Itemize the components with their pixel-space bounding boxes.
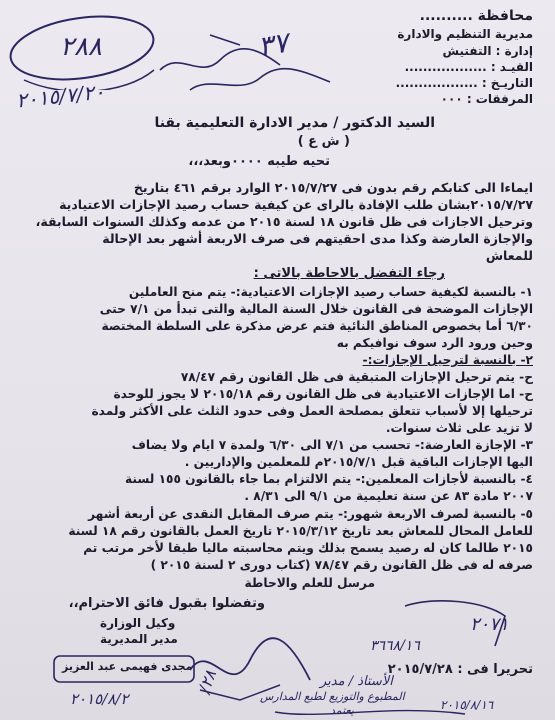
handwritten-scribbles (150, 20, 350, 100)
item-line-15: للعامل المحال للمعاش بعد تاريخ ٢٠١٥/٣/١٢ تاريخ العمل بالقانون رقم ١٨ لسنة (68, 524, 533, 538)
date-label: التاريـخ : .................. (395, 76, 533, 90)
handwritten-side-code-2: ٣٦٦٨/١٦ (370, 638, 420, 654)
item-line-10: ٣- الإجازة العارضة:- تحسب من ٧/١ الى ٦/٣٠ ولمدة ٧ ايام ولا يضاف (131, 438, 533, 452)
intro-line-3: وترحيل الاجازات فى ظل قانون ١٨ لسنة ٢٠١٥ من عدمه وكذلك السنوات السابقة، (35, 214, 533, 229)
handwritten-mark-right: ٣٧ (255, 25, 291, 64)
request-heading: رجاء التفضل بالاحاطة بالاتى : (253, 266, 445, 281)
written-on-date: تحريرا فى : ٢٠١٥/٧/٢٨ (387, 662, 533, 677)
registration-label: القيـد : .................. (404, 60, 533, 74)
addressee: السيد الدكتور / مدير الادارة التعليمية بقنا (154, 115, 435, 131)
item-line-16: ٢٠١٥ طالما كان له رصيد يسمح بذلك ويتم محاسبته ماليا طبقا لأخر مرتب تم (83, 541, 533, 555)
handwritten-date-top: ٢٠١٥/٧/٢٠ (14, 79, 106, 113)
department-label: إدارة : التفتيش (442, 44, 533, 58)
item-line-8: ترحيلها إلا لأسباب تتعلق بمصلحة العمل وفى حدود الثلث على الأكثر ولمدة (91, 404, 533, 418)
item-line-1: ١- بالنسبة لكيفية حساب رصيد الإجازات الاعتيادية:- يتم منح العاملين (128, 285, 533, 299)
handwritten-note-4: ٢٠١٥/٨/١٦ (440, 698, 494, 712)
item-line-4: وحين ورود الرد سوف نوافيكم به (336, 336, 533, 350)
item-line-18: مرسل للعلم والاحاطة (244, 576, 375, 590)
item-line-14: ٥- بالنسبة لصرف الاربعة شهور:- يتم صرف المقابل النقدى عن أربعة أشهر (88, 507, 533, 521)
stamp-name: مجدى فهيمى عبد العزيز (62, 660, 193, 673)
intro-line-5: للمعاش (485, 248, 533, 263)
item-line-7: ح- اما الإجازات الاعتيادية فى ظل القانون رقم ٢٠١٥/١٨ لا يجوز للوحدة (113, 387, 533, 401)
handwritten-side-code: ٢٠٧١ (470, 614, 509, 635)
reference-code: ( ش ع ) (297, 134, 350, 149)
item-line-2: الإجازات الموضحة فى القانون خلال السنة المالية والتى تبدأ من ٧/١ حتى (99, 302, 533, 316)
item-line-11: اليها الإجازات الباقية قبل ٢٠١٥/٧/١م للمعلمين والإداريين . (184, 455, 533, 469)
item-line-3: ٦/٣٠ أما بخصوص المناطق النائية فتم عرض مذكرة على السلطة المختصة (101, 319, 533, 333)
handwritten-number: ٢٨٨ (60, 32, 102, 62)
item-line-17: صرفه له فى ظل القانون رقم ٧٨/٤٧ (كتاب دورى ٢ لسنة ٢٠١٥ ) (150, 558, 533, 572)
signature-title-1: وكيل الوزارة (100, 616, 176, 630)
attachments-label: المرفقات : ٠٠٠ (440, 92, 533, 106)
intro-line-2: ٢٠١٥/٧/٢٧بشان طلب الإفادة بالراى عن كيفية حساب رصيد الإجازات الاعتيادية (59, 197, 533, 212)
item-line-6: ح- يتم ترحيل الإجازات المتبقية فى ظل القانون رقم ٧٨/٤٧ (180, 370, 533, 384)
item-line-12: ٤- بالنسبة لأجازات المعلمين:- يتم الالتزام بما جاء بالقانون ١٥٥ لسنة (124, 472, 533, 486)
item-line-9: لا تزيد على ثلاث سنوات. (385, 421, 533, 435)
intro-line-4: والإجازة العارضة وكذا مدى احقيتهم فى صرف الاربعة أشهر بعد الإحالة (102, 231, 533, 246)
item-line-13: ٢٠٠٧ مادة ٨٣ عن سنة تعليمية من ٩/١ الى ٨/٣١ . (244, 489, 533, 503)
bottom-underline-scribble (270, 702, 470, 720)
greeting: تحيه طيبه ٠٠٠٠وبعد،،، (188, 154, 330, 169)
intro-line-1: ايماءا الى كتابكم رقم بدون فى ٢٠١٥/٧/٢٧ الوارد برقم ٤٦١ بتاريخ (133, 180, 533, 195)
handwritten-note-3: يعتمد (330, 704, 354, 717)
closing-line: وتفضلوا بقبول فائق الاحترام،، (68, 596, 265, 611)
governorate-label: محافظة .......... (419, 8, 533, 24)
handwritten-stamp-date: ٢٠١٥/٨/٢ (70, 690, 129, 708)
signature-title-2: مدير المديرية (100, 632, 178, 646)
handwritten-note-2: المطبوع والتوزيع لطبع المدارس (260, 690, 405, 703)
directorate-label: مديرية التنظيم والادارة (397, 27, 533, 41)
handwritten-signature-mark: /٢٨ (194, 667, 221, 696)
handwritten-note-1: الأستاذ / مدير (320, 674, 393, 689)
item-line-5: ٢- بالنسبة لترحيل الإجازات:- (362, 353, 533, 367)
